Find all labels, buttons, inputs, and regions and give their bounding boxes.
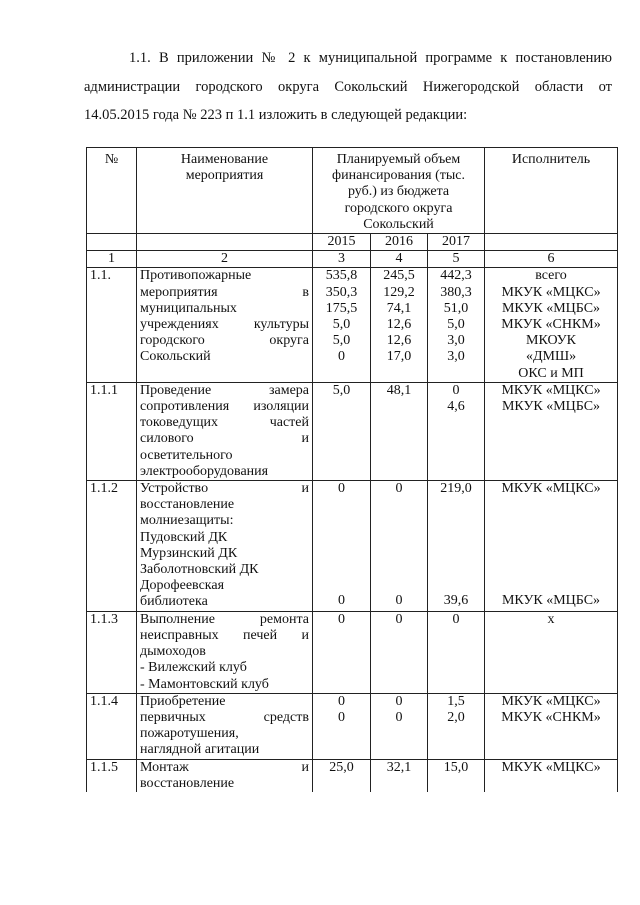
activity-name-line: Выполнение ремонта <box>140 611 309 627</box>
value-cell: 0 <box>338 593 345 609</box>
value-cell: 0 <box>395 693 403 709</box>
row-value-2017 <box>428 481 485 612</box>
activity-name-line: осветительного <box>140 447 233 463</box>
value-cell: 4,6 <box>447 399 465 415</box>
value-cell: 380,3 <box>440 284 472 300</box>
row-value-2016 <box>371 611 428 693</box>
activity-name-line: первичных средств <box>140 709 309 725</box>
header-executor: Исполнитель <box>485 148 618 234</box>
row-number: 1.1.1 <box>87 382 137 480</box>
activity-name-line: токоведущих частей <box>140 415 309 431</box>
row-executor <box>485 759 618 792</box>
row-value-2015 <box>313 268 371 382</box>
executor-line: МКУК «МЦКС» <box>501 693 601 709</box>
header-name: Наименование мероприятия <box>137 148 313 234</box>
row-value-2017 <box>428 611 485 693</box>
row-executor <box>485 611 618 693</box>
activity-name-line: наглядной агитации <box>140 742 260 758</box>
value-cell: 32,1 <box>386 759 412 775</box>
executor-line: всего <box>535 268 567 284</box>
value-cell: 74,1 <box>386 300 412 316</box>
header-funding: Планируемый объем финансирования (тыс. руб.) из бюджета городского округа Сокольский <box>313 148 485 234</box>
row-value-2015 <box>313 382 371 480</box>
table-row <box>87 611 618 693</box>
activity-name-line: Дорофеевская <box>140 578 225 594</box>
row-value-2017 <box>428 382 485 480</box>
activity-name-line: Противопожарные <box>140 268 252 284</box>
table-colnum-row: 1 2 3 4 5 6 <box>87 251 618 268</box>
table-row <box>87 759 618 792</box>
executor-line: х <box>547 611 555 627</box>
row-activity-name <box>137 693 313 759</box>
value-cell: 5,0 <box>332 333 351 349</box>
table-row <box>87 693 618 759</box>
executor-line: МКУК «МЦКС» <box>501 759 601 775</box>
activity-name-line: мероприятия в <box>140 284 309 300</box>
value-cell: 0 <box>338 693 345 709</box>
row-activity-name <box>137 382 313 480</box>
value-cell: 51,0 <box>443 300 469 316</box>
row-value-2015 <box>313 481 371 612</box>
row-value-2016 <box>371 759 428 792</box>
intro-line-3: 14.05.2015 года № 223 п 1.1 изложить в следующей редакции: <box>84 107 468 123</box>
row-number: 1.1.5 <box>87 759 137 792</box>
activity-name-line: муниципальных <box>140 300 237 316</box>
row-activity-name <box>137 611 313 693</box>
executor-line: МКУК «МЦБС» <box>501 593 601 609</box>
executor-line: ОКС и МП <box>518 365 584 381</box>
value-cell: 535,8 <box>325 268 358 284</box>
executor-line: МКУК «МЦКС» <box>501 284 601 300</box>
value-cell: 39,6 <box>443 593 469 609</box>
executor-line: МКУК «МЦБС» <box>501 399 601 415</box>
activity-name-line: учреждениях культуры <box>140 317 309 333</box>
value-cell: 0 <box>338 709 345 725</box>
value-cell: 15,0 <box>443 759 469 775</box>
activity-name-line: силового и <box>140 431 309 447</box>
value-cell: 0 <box>395 481 403 497</box>
activity-name-line: Устройство и <box>140 481 309 497</box>
table-years-row <box>87 234 618 251</box>
executor-line: МКУК «СНКМ» <box>501 709 601 725</box>
header-num: № <box>87 148 137 234</box>
activity-name-line: Проведение замера <box>140 382 309 398</box>
value-cell: 17,0 <box>386 349 412 365</box>
executor-line: МКУК «МЦБС» <box>501 300 601 316</box>
row-activity-name <box>137 759 313 792</box>
value-cell: 0 <box>395 709 403 725</box>
value-cell: 12,6 <box>386 317 412 333</box>
row-value-2015 <box>313 759 371 792</box>
executor-line: МКУК «МЦКС» <box>501 382 601 398</box>
row-value-2015 <box>313 611 371 693</box>
table-row <box>87 268 618 382</box>
value-cell: 0 <box>338 611 345 627</box>
value-cell: 12,6 <box>386 333 412 349</box>
value-cell: 0 <box>395 611 403 627</box>
year-2016: 2016 <box>371 234 428 251</box>
activity-name-line: Сокольский <box>140 349 211 365</box>
row-value-2017 <box>428 759 485 792</box>
intro-line-1: 1.1. В приложении № 2 к муниципальной программе к постановлению <box>129 50 612 66</box>
value-cell: 5,0 <box>332 317 351 333</box>
activity-name-line: городского округа <box>140 333 309 349</box>
value-cell: 129,2 <box>383 284 415 300</box>
row-executor <box>485 481 618 612</box>
table-body <box>87 268 618 792</box>
value-cell: 0 <box>452 611 460 627</box>
financing-table <box>86 147 618 792</box>
value-cell: 175,5 <box>325 300 358 316</box>
value-cell: 0 <box>395 593 403 609</box>
activity-name-line: Приобретение <box>140 693 226 709</box>
intro-paragraph <box>84 44 612 130</box>
activity-name-line: неисправных печей и <box>140 627 309 643</box>
value-cell: 3,0 <box>447 333 465 349</box>
activity-name-line: электрооборудования <box>140 463 269 479</box>
row-activity-name <box>137 268 313 382</box>
value-cell: 442,3 <box>440 268 472 284</box>
value-cell: 350,3 <box>325 284 358 300</box>
value-cell: 3,0 <box>447 349 465 365</box>
value-cell: 1,5 <box>447 693 465 709</box>
row-number: 1.1.4 <box>87 693 137 759</box>
row-value-2015 <box>313 693 371 759</box>
year-2017: 2017 <box>428 234 485 251</box>
executor-line: МКУК «СНКМ» <box>501 317 601 333</box>
activity-name-line: Пудовский ДК <box>140 529 228 545</box>
row-value-2016 <box>371 693 428 759</box>
table-header-row <box>87 148 618 234</box>
activity-name-line: восстановление <box>140 775 235 791</box>
intro-line-2: администрации городского округа Сокольский Нижегородской области от <box>84 78 612 95</box>
activity-name-line: молниезащиты: <box>140 513 234 529</box>
row-value-2017 <box>428 693 485 759</box>
value-cell: 0 <box>338 481 345 497</box>
activity-name-line: - Мамонтовский клуб <box>140 676 269 692</box>
value-cell: 245,5 <box>383 268 415 284</box>
table-row <box>87 382 618 480</box>
activity-name-line: сопротивления изоляции <box>140 399 309 415</box>
executor-line: МКУК «МЦКС» <box>501 481 601 497</box>
row-value-2016 <box>371 382 428 480</box>
table-row <box>87 481 618 612</box>
executor-line: МКОУК <box>526 333 577 349</box>
value-cell: 5,0 <box>332 382 351 398</box>
activity-name-line: - Вилежский клуб <box>140 660 247 676</box>
value-cell: 219,0 <box>440 481 472 497</box>
activity-name-line: пожаротушения, <box>140 726 239 742</box>
activity-name-line: библиотека <box>140 594 208 610</box>
row-executor <box>485 693 618 759</box>
activity-name-line: Монтаж и <box>140 759 309 775</box>
row-number: 1.1.3 <box>87 611 137 693</box>
row-value-2016 <box>371 268 428 382</box>
row-value-2017 <box>428 268 485 382</box>
executor-line: «ДМШ» <box>525 349 577 365</box>
row-executor <box>485 268 618 382</box>
row-number: 1.1.2 <box>87 481 137 612</box>
activity-name-line: Мурзинский ДК <box>140 545 238 561</box>
activity-name-line: Заболотновский ДК <box>140 562 259 578</box>
row-number: 1.1. <box>87 268 137 382</box>
value-cell: 0 <box>452 382 460 398</box>
value-cell: 48,1 <box>386 382 412 398</box>
row-executor <box>485 382 618 480</box>
row-value-2016 <box>371 481 428 612</box>
value-cell: 0 <box>338 349 345 365</box>
year-2015: 2015 <box>313 234 371 251</box>
value-cell: 25,0 <box>329 759 354 775</box>
value-cell: 2,0 <box>447 709 465 725</box>
activity-name-line: дымоходов <box>140 644 206 660</box>
row-activity-name <box>137 481 313 612</box>
activity-name-line: восстановление <box>140 497 235 513</box>
value-cell: 5,0 <box>447 317 465 333</box>
